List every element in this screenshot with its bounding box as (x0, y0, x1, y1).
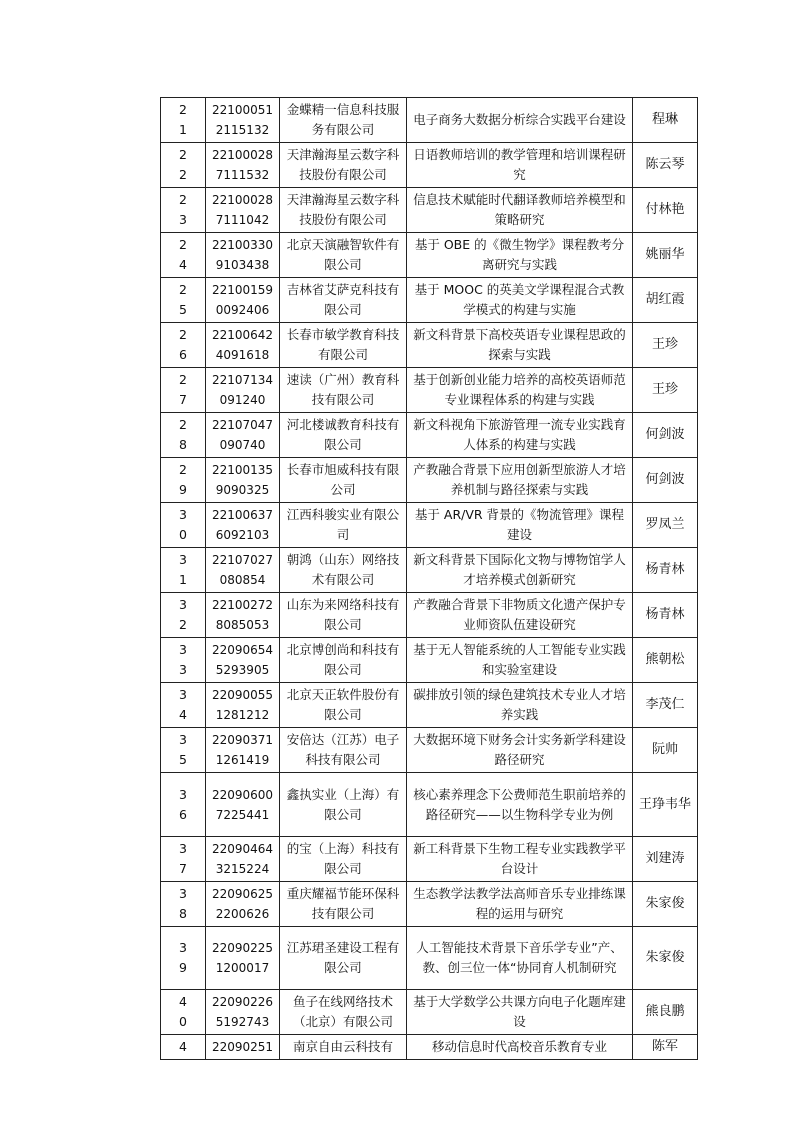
project-id-cell (206, 98, 280, 143)
row-number-cell (161, 837, 206, 882)
table-row (161, 773, 698, 837)
project-id (209, 280, 276, 320)
project-title-cell: 基于无人智能系统的人工智能专业实践和实验室建设 (407, 638, 633, 683)
project-leader-cell: 付林艳 (633, 188, 698, 233)
row-number-digit: 2 (179, 147, 187, 162)
project-list-table (160, 97, 698, 1060)
project-id-cell (206, 233, 280, 278)
project-id-cell (206, 278, 280, 323)
project-title-cell: 移动信息时代高校音乐教育专业 (407, 1035, 633, 1060)
table-row (161, 990, 698, 1035)
company-name-cell: 鱼子在线网络技术（北京）有限公司 (280, 990, 407, 1035)
company-name-cell: 北京博创尚和科技有限公司 (280, 638, 407, 683)
row-number-digit: 3 (179, 552, 187, 567)
row-number-digit: 3 (179, 732, 187, 747)
project-leader-cell: 王珍 (633, 323, 698, 368)
project-leader-cell: 陈军 (633, 1035, 698, 1060)
project-id (209, 190, 276, 230)
project-title-cell: 新工科背景下生物工程专业实践教学平台设计 (407, 837, 633, 882)
table-body (161, 98, 698, 1060)
project-id-part: 7111532 (215, 168, 270, 182)
row-number-digit: 8 (179, 906, 187, 921)
project-id-part: 22090600 (211, 787, 274, 802)
company-name-cell: 长春市敏学教育科技有限公司 (280, 323, 407, 368)
project-id (209, 505, 276, 545)
company-name-cell: 朝鸿（山东）网络技术有限公司 (280, 548, 407, 593)
row-number-cell (161, 882, 206, 927)
project-leader-cell: 李茂仁 (633, 683, 698, 728)
row-number-digit: 2 (179, 282, 187, 297)
project-id-part: 2200626 (215, 907, 270, 921)
project-title-cell: 新文科背景下高校英语专业课程思政的探索与实践 (407, 323, 633, 368)
project-id-cell (206, 593, 280, 638)
company-name-cell: 金蝶精一信息科技服务有限公司 (280, 98, 407, 143)
project-id-part: 8085053 (215, 618, 270, 632)
table-row (161, 927, 698, 990)
project-id-part: 22100637 (211, 508, 274, 522)
project-id-part: 9090325 (215, 483, 270, 497)
project-title-cell: 信息技术赋能时代翻译教师培养模型和策略研究 (407, 188, 633, 233)
row-number-digit: 4 (179, 1039, 187, 1054)
table-row (161, 368, 698, 413)
project-title-cell: 日语教师培训的教学管理和培训课程研究 (407, 143, 633, 188)
project-title-cell: 产教融合背景下非物质文化遗产保护专业师资队伍建设研究 (407, 593, 633, 638)
row-number-digit: 2 (179, 237, 187, 252)
row-number-cell (161, 927, 206, 990)
company-name-cell: 南京自由云科技有 (280, 1035, 407, 1060)
row-number-digit: 2 (179, 167, 187, 182)
row-number-digit: 3 (179, 786, 187, 802)
project-leader-cell: 阮帅 (633, 728, 698, 773)
row-number-digit: 3 (179, 662, 187, 677)
project-id-cell (206, 143, 280, 188)
project-id (209, 730, 276, 770)
project-leader-cell: 刘建涛 (633, 837, 698, 882)
company-name-cell: 江苏珺圣建设工程有限公司 (280, 927, 407, 990)
project-id (209, 884, 276, 924)
project-id-part: 7225441 (215, 807, 270, 822)
company-name-cell: 长春市旭威科技有限公司 (280, 458, 407, 503)
project-title-cell: 基于 OBE 的《微生物学》课程教考分离研究与实践 (407, 233, 633, 278)
project-id (209, 415, 276, 455)
project-id: 22090251 (211, 1040, 274, 1054)
table-row (161, 593, 698, 638)
project-id (209, 235, 276, 275)
project-title-cell: 基于创新创业能力培养的高校英语师范专业课程体系的构建与实践 (407, 368, 633, 413)
project-id-part: 5192743 (215, 1015, 270, 1029)
project-id-part: 5293905 (215, 663, 270, 677)
row-number-digit: 3 (179, 212, 187, 227)
project-id (209, 325, 276, 365)
project-title-cell: 人工智能技术背景下音乐学专业”产、教、创三位一体“协同育人机制研究 (407, 927, 633, 990)
row-number-digit: 0 (179, 527, 187, 542)
project-id-part: 22090654 (211, 643, 274, 657)
company-name-cell: 吉林省艾萨克科技有限公司 (280, 278, 407, 323)
project-leader-cell: 何剑波 (633, 458, 698, 503)
row-number-digit: 8 (179, 437, 187, 452)
project-id (209, 992, 276, 1032)
project-leader-cell: 胡红霞 (633, 278, 698, 323)
table-row (161, 413, 698, 458)
row-number-digit: 6 (179, 806, 187, 822)
project-id-part: 1281212 (215, 708, 270, 722)
company-name-cell: 安倍达（江苏）电子科技有限公司 (280, 728, 407, 773)
table-row (161, 503, 698, 548)
project-leader-cell: 姚丽华 (633, 233, 698, 278)
project-id (209, 938, 276, 978)
table-row (161, 882, 698, 927)
project-id-part: 22090625 (211, 887, 274, 901)
project-id-part: 0092406 (215, 303, 270, 317)
table-row (161, 548, 698, 593)
project-id-part: 22107134 (211, 373, 274, 387)
project-id (209, 640, 276, 680)
row-number-digit: 3 (179, 507, 187, 522)
project-id-part: 22100028 (211, 148, 274, 162)
project-id (209, 839, 276, 879)
project-id-cell (206, 837, 280, 882)
project-title-cell: 大数据环境下财务会计实务新学科建设路径研究 (407, 728, 633, 773)
project-leader-cell: 王琤韦华 (633, 773, 698, 837)
project-leader-cell: 熊朝松 (633, 638, 698, 683)
row-number-digit: 3 (179, 642, 187, 657)
project-id-cell (206, 548, 280, 593)
row-number-digit: 2 (179, 417, 187, 432)
project-id-part: 22100028 (211, 193, 274, 207)
row-number-digit: 2 (179, 192, 187, 207)
project-id (209, 460, 276, 500)
project-id-cell (206, 773, 280, 837)
project-id-part: 22107027 (211, 553, 274, 567)
project-id (209, 685, 276, 725)
project-id-cell (206, 927, 280, 990)
project-leader-cell: 罗凤兰 (633, 503, 698, 548)
table-row (161, 458, 698, 503)
project-id-cell (206, 188, 280, 233)
row-number-digit: 6 (179, 347, 187, 362)
project-id-part: 22100159 (211, 283, 274, 297)
project-id-part: 3215224 (215, 862, 270, 876)
company-name-cell: 江西科骏实业有限公司 (280, 503, 407, 548)
company-name-cell: 天津瀚海星云数字科技股份有限公司 (280, 143, 407, 188)
project-title-cell: 基于大学数学公共课方向电子化题库建设 (407, 990, 633, 1035)
project-id-part: 22090371 (211, 733, 274, 747)
row-number-cell (161, 278, 206, 323)
project-id (209, 595, 276, 635)
project-id-cell (206, 990, 280, 1035)
company-name-cell: 鑫执实业（上海）有限公司 (280, 773, 407, 837)
table-row (161, 837, 698, 882)
row-number-digit: 3 (179, 687, 187, 702)
row-number-cell (161, 728, 206, 773)
project-id-cell (206, 882, 280, 927)
row-number-cell (161, 990, 206, 1035)
row-number-cell (161, 638, 206, 683)
project-id-part: 22100272 (211, 598, 274, 612)
row-number-cell (161, 773, 206, 837)
project-id-cell (206, 323, 280, 368)
row-number-cell (161, 683, 206, 728)
project-leader-cell: 杨青林 (633, 593, 698, 638)
project-id-part: 22090226 (211, 995, 274, 1009)
project-title-cell: 新文科视角下旅游管理一流专业实践育人体系的构建与实践 (407, 413, 633, 458)
row-number-digit: 0 (179, 1014, 187, 1029)
project-id (209, 550, 276, 590)
row-number-digit: 4 (179, 994, 187, 1009)
row-number-cell (161, 458, 206, 503)
row-number-digit: 4 (179, 257, 187, 272)
project-id-part: 9103438 (215, 258, 270, 272)
project-leader-cell: 程琳 (633, 98, 698, 143)
project-id (209, 145, 276, 185)
row-number-cell (161, 98, 206, 143)
project-id-part: 22100330 (211, 238, 274, 252)
project-id-part: 22090055 (211, 688, 274, 702)
table-row (161, 728, 698, 773)
project-id-cell (206, 728, 280, 773)
project-id-part: 090740 (219, 438, 266, 452)
table-row (161, 98, 698, 143)
row-number-digit: 9 (179, 482, 187, 497)
row-number-digit: 3 (179, 841, 187, 856)
table-row (161, 323, 698, 368)
row-number-digit: 3 (179, 886, 187, 901)
project-id-part: 6092103 (215, 528, 270, 542)
company-name-cell: 的宝（上海）科技有限公司 (280, 837, 407, 882)
project-leader-cell: 何剑波 (633, 413, 698, 458)
company-name-cell: 北京天正软件股份有限公司 (280, 683, 407, 728)
project-id-cell (206, 683, 280, 728)
project-id-part: 1200017 (215, 961, 270, 975)
row-number-digit: 7 (179, 392, 187, 407)
project-id-part: 22090225 (211, 941, 274, 955)
project-title-cell: 碳排放引领的绿色建筑技术专业人才培养实践 (407, 683, 633, 728)
row-number-cell (161, 368, 206, 413)
project-title-cell: 基于 MOOC 的英美文学课程混合式教学模式的构建与实施 (407, 278, 633, 323)
row-number-cell (161, 593, 206, 638)
row-number-digit: 1 (179, 122, 187, 137)
project-leader-cell: 王珍 (633, 368, 698, 413)
row-number-cell (161, 1035, 206, 1060)
project-id (209, 100, 276, 140)
table-row (161, 683, 698, 728)
table-row (161, 188, 698, 233)
row-number-cell (161, 188, 206, 233)
project-id-part: 2115132 (215, 123, 270, 137)
table-row (161, 278, 698, 323)
project-id-cell (206, 413, 280, 458)
row-number-digit: 2 (179, 462, 187, 477)
project-id-cell (206, 503, 280, 548)
row-number-digit: 5 (179, 752, 187, 767)
project-title-cell: 产教融合背景下应用创新型旅游人才培养机制与路径探索与实践 (407, 458, 633, 503)
row-number-cell (161, 323, 206, 368)
table-row (161, 638, 698, 683)
project-id-part: 091240 (219, 393, 266, 407)
table-row (161, 233, 698, 278)
project-id (209, 785, 276, 825)
company-name-cell: 天津瀚海星云数字科技股份有限公司 (280, 188, 407, 233)
project-id-cell (206, 368, 280, 413)
table-row (161, 1035, 698, 1060)
row-number-digit: 9 (179, 960, 187, 975)
row-number-digit: 2 (179, 102, 187, 117)
row-number-digit: 2 (179, 617, 187, 632)
project-title-cell: 基于 AR/VR 背景的《物流管理》课程建设 (407, 503, 633, 548)
project-leader-cell: 杨青林 (633, 548, 698, 593)
row-number-digit: 5 (179, 302, 187, 317)
project-id-cell (206, 1035, 280, 1060)
table-row (161, 143, 698, 188)
project-id-part: 7111042 (215, 213, 270, 227)
company-name-cell: 山东为来网络科技有限公司 (280, 593, 407, 638)
project-title-cell: 电子商务大数据分析综合实践平台建设 (407, 98, 633, 143)
project-id-part: 1261419 (215, 753, 270, 767)
company-name-cell: 速读（广州）教育科技有限公司 (280, 368, 407, 413)
row-number-digit: 4 (179, 707, 187, 722)
row-number-cell (161, 143, 206, 188)
project-id-part: 080854 (219, 573, 266, 587)
row-number-digit: 7 (179, 861, 187, 876)
row-number-cell (161, 503, 206, 548)
row-number-cell (161, 233, 206, 278)
project-id-part: 22100135 (211, 463, 274, 477)
row-number-cell (161, 413, 206, 458)
row-number-digit: 3 (179, 597, 187, 612)
project-title-cell: 生态教学法教学法高师音乐专业排练课程的运用与研究 (407, 882, 633, 927)
company-name-cell: 北京天演融智软件有限公司 (280, 233, 407, 278)
project-id-cell (206, 458, 280, 503)
project-id-part: 22090464 (211, 842, 274, 856)
project-id-cell (206, 638, 280, 683)
company-name-cell: 河北楼诚教育科技有限公司 (280, 413, 407, 458)
row-number-digit: 2 (179, 372, 187, 387)
project-id-part: 4091618 (215, 348, 270, 362)
project-id-part: 22107047 (211, 418, 274, 432)
project-title-cell: 核心素养理念下公费师范生职前培养的路径研究——以生物科学专业为例 (407, 773, 633, 837)
company-name-cell: 重庆耀福节能环保科技有限公司 (280, 882, 407, 927)
project-leader-cell: 陈云琴 (633, 143, 698, 188)
row-number-cell (161, 548, 206, 593)
row-number-digit: 1 (179, 572, 187, 587)
project-id-part: 22100051 (211, 103, 274, 117)
project-id (209, 370, 276, 410)
project-title-cell: 新文科背景下国际化文物与博物馆学人才培养模式创新研究 (407, 548, 633, 593)
project-id-part: 22100642 (211, 328, 274, 342)
project-leader-cell: 朱家俊 (633, 927, 698, 990)
row-number-digit: 3 (179, 940, 187, 955)
row-number-digit: 2 (179, 327, 187, 342)
project-leader-cell: 熊良鹏 (633, 990, 698, 1035)
project-leader-cell: 朱家俊 (633, 882, 698, 927)
